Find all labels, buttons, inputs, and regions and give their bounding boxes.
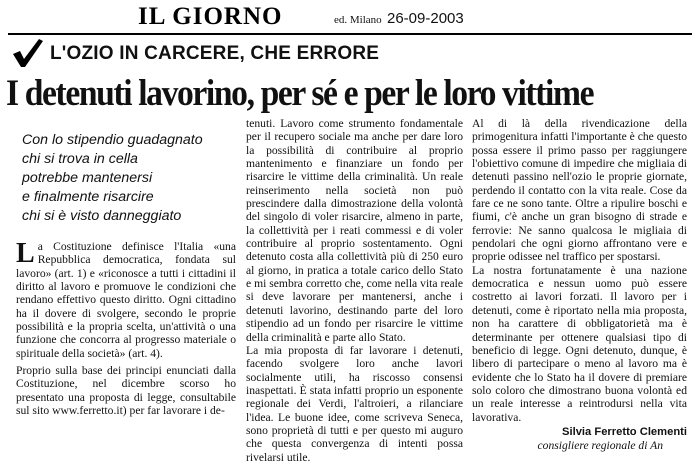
paragraph (16, 240, 236, 360)
paragraph: Proprio sulla base dei principi enunciati dalla Costituzione, nel dicembre scorso ho presentato una proposta di legge, consultabile sul sito www.ferretto.it) per far lavorare i de- (16, 364, 236, 418)
subheadline-line: e finalmente risarcire (22, 189, 154, 205)
edition-label: ed. Milano (334, 14, 382, 26)
paragraph: La mia proposta di far lavorare i detenuti, facendo svolgere loro anche lavori socialmente utili, ha riscosso consensi inaspettati. È stata infatti proprio un esponente regionale dei Verdi, l'altroieri, a rilanciare l'idea. Le buone idee, come scriveva Seneca, sono proprietà di tutti e per questo mi auguro che questa convergenza di intenti possa rivelarsi utile. (246, 343, 463, 464)
checkmark-icon (10, 38, 44, 68)
kicker-text: L'OZIO IN CARCERE, CHE ERRORE (50, 43, 380, 64)
author-signature: Silvia Ferretto Clementi (562, 425, 687, 438)
subheadline-line: potrebbe mantenersi (22, 170, 153, 186)
article-column-2 (246, 117, 463, 464)
drop-cap: L (16, 238, 35, 269)
headline: I detenuti lavorino, per sé e per le loro vittime (6, 72, 594, 113)
author-affiliation: consigliere regionale di An (537, 438, 663, 452)
subheadline-line: Con lo stipendio guadagnato (22, 132, 203, 148)
subheadline (16, 131, 236, 226)
article-column-1 (16, 117, 236, 417)
publication-date: 26-09-2003 (387, 10, 464, 27)
newspaper-logo: IL GIORNO (138, 3, 283, 30)
paragraph-text: a Costituzione definisce l'Italia «una Repubblica democratica, fondata sul lavoro» (art. 1) e «riconosce a tutti i cittadini il diritto al lavoro e promuove le condizioni che rendano effettivo questo diritto. Ogni cittadino ha il dovere di svolgere, secondo le proprie possibilità e la propria scelta, un'attività o una funzione che concorra al progresso materiale o spirituale della società» (art. 4). (16, 240, 236, 360)
paragraph: tenuti. Lavoro come strumento fondamentale per il recupero sociale ma anche per dare loro la possibilità di contribuire al proprio mantenimento e finanziare un fondo per risarcire le vittime della criminalità. Un reale reinserimento nella società non può prescindere dalla dimostrazione della volontà del singolo di voler risarcire, almeno in parte, la collettività per i reati commessi e di voler contribuire al proprio sostentamento. Ogni detenuto costa alla collettività più di 250 euro al giorno, in pratica a totale carico dello Stato e mi sembra corretto che, come nella vita reale si deve lavorare per mantenersi, anche i detenuti lavorino, destinando parte del loro stipendio ad un fondo per risarcire le vittime della criminalità e parte allo Stato. (246, 117, 463, 344)
subheadline-line: chi si trova in cella (22, 151, 138, 167)
paragraph: La nostra fortunatamente è una nazione democratica e nessun uomo può essere costretto ai lavori forzati. Il lavoro per i detenuti, come è riportato nella mia proposta, non ha carattere di obbligatorietà ma è determinante per ottenere qualsiasi tipo di beneficio di legge. Ogni detenuto, dunque, è libero di partecipare o meno al lavoro ma è evidente che lo Stato ha il dovere di premiare solo coloro che dimostrano buona volontà ed un reale interesse a reintrodursi nella vita lavorativa. (472, 263, 687, 424)
masthead (138, 4, 568, 30)
paragraph: Al di là della rivendicazione della primogenitura infatti l'importante è che questo possa essere il primo passo per raggiungere l'obiettivo comune di impedire che migliaia di detenuti passino nell'ozio le proprie giornate, perdendo il contatto con la vita reale. Cose da fare ce ne sono tante. Oltre a ripulire boschi e fiumi, c'è anche un gran bisogno di strade e ferrovie: Ne sanno qualcosa le migliaia di pendolari che ogni giorno affrontano vere e proprie odissee nel traffico per spostarsi. (472, 117, 687, 264)
top-rule (8, 33, 692, 35)
kicker (10, 38, 570, 68)
subheadline-line: chi si è visto danneggiato (22, 208, 182, 224)
article-column-3 (472, 117, 687, 453)
